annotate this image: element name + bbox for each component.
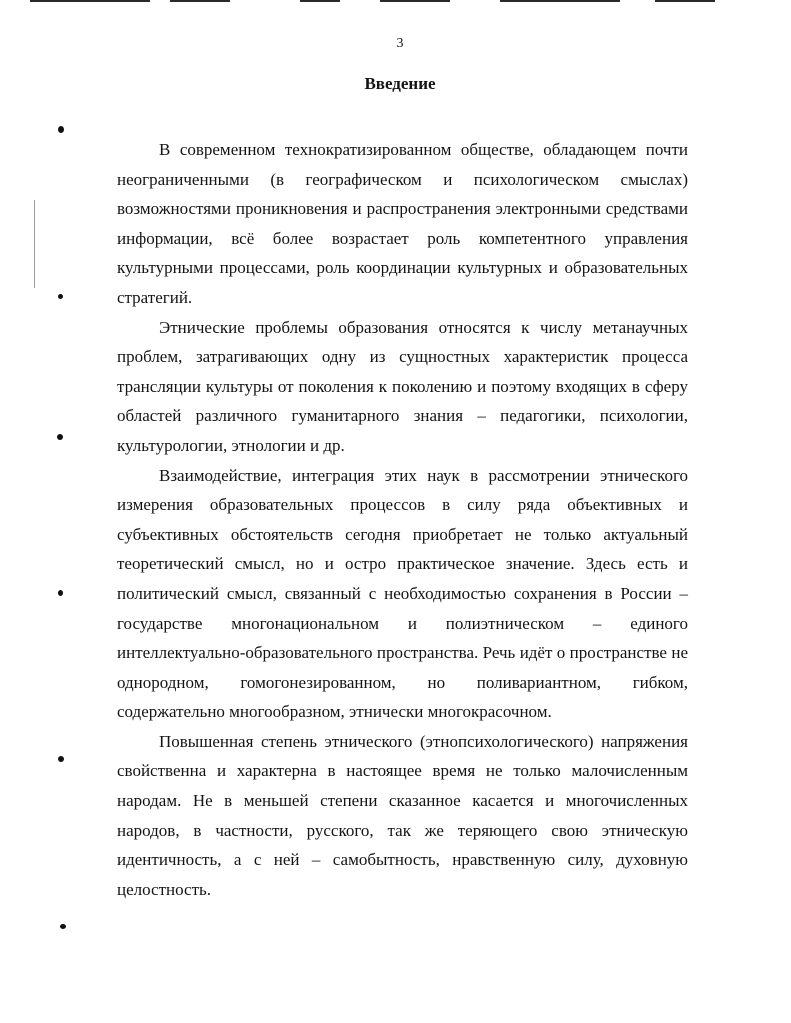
binding-hole-mark [60,924,66,929]
page-title: Введение [364,74,436,93]
page-number: 3 [396,36,404,51]
binding-hole-mark [58,126,64,133]
paragraph-2: Этнические проблемы образования относятся к числу метанаучных проблем, затрагивающих одну из сущностных характеристик процесса трансляции культуры от поколения к поколению и поэтому входящих в сферу областей различного гуманитарного знания – педагогики, психологии, культурологии, этнологии и др. [117,317,688,455]
binding-hole-mark [58,590,63,596]
scan-top-edge [0,0,791,4]
paragraph-3: Взаимодействие, интеграция этих наук в рассмотрении этнического измерения образовательных процессов в силу ряда объективных и субъективных обстоятельств сегодня приобретает не только актуальный теоретический смысл, но и остро практическое значение. Здесь есть и политический смысл, связанный с необходимостью сохранения в России – государстве многонациональном и полиэтническом – единого интеллектуально-образовательного пространства. Речь идёт о пространстве не однородном, гомогонезированном, но поливариантном, гибком, содержательно многообразном, этнически многокрасочном. [117,465,688,722]
paragraph-1: В современном технократизированном обществе, обладающем почти неограниченными (в географическом и психологическом смыслах) возможностями проникновения и распространения электронными средствами информации, всё более возрастает роль компетентного управления культурными процессами, роль координации культурных и образовательных стратегий. [117,140,688,307]
binding-hole-mark [57,434,63,440]
binding-hole-mark [58,294,63,299]
body-text [117,135,688,904]
paragraph-4: Повышенная степень этнического (этнопсихологического) напряжения свойственна и характерна в настоящее время не только малочисленным народам. Не в меньшей степени сказанное касается и многочисленных народов, в частности, русского, так же теряющего свою этническую идентичность, а с ней – самобытность, нравственную силу, духовную целостность. [117,731,688,899]
scan-margin-line [34,200,35,288]
binding-hole-mark [58,756,64,762]
